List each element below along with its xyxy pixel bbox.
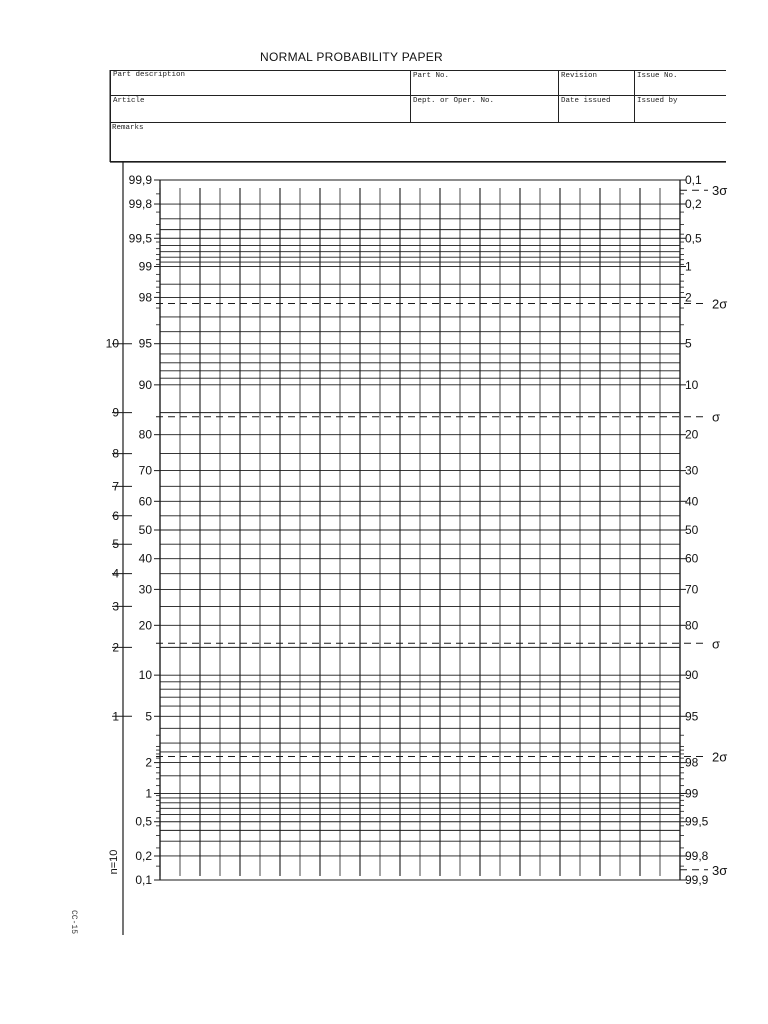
form-code: CC-15	[69, 910, 78, 935]
right-scale-label: 30	[685, 463, 699, 478]
left-scale-label: 1	[145, 786, 152, 801]
part-description-field[interactable]: Part description	[113, 71, 186, 79]
part-no-field[interactable]: Part No.	[413, 72, 450, 80]
n10-label: 2	[112, 640, 119, 655]
left-scale-label: 60	[138, 494, 152, 509]
left-scale-label: 2	[145, 755, 152, 770]
right-scale-label: 60	[685, 551, 699, 566]
right-scale-label: 20	[685, 427, 699, 442]
left-scale-label: 70	[138, 463, 152, 478]
right-scale-label: 10	[685, 377, 699, 392]
sigma-label: 3σ	[712, 183, 728, 199]
right-scale-label: 2	[685, 290, 692, 305]
right-scale-label: 0,1	[685, 173, 702, 187]
right-scale-label: 0,2	[685, 197, 702, 212]
sigma-label: σ	[712, 409, 721, 425]
left-scale-label: 0,1	[135, 873, 152, 887]
n10-label: 9	[112, 405, 119, 420]
n10-label: 10	[105, 336, 119, 351]
grid-lines	[110, 70, 726, 935]
sigma-label: 2σ	[712, 749, 728, 765]
left-scale-label: 99,8	[128, 197, 152, 212]
left-scale-label: 20	[138, 618, 152, 633]
n10-label: 4	[112, 566, 119, 581]
article-field[interactable]: Article	[113, 97, 145, 105]
right-scale-label: 90	[685, 668, 699, 683]
left-scale-label: 10	[138, 668, 152, 683]
left-scale-label: 99	[138, 259, 152, 274]
left-scale-label: 5	[145, 709, 152, 724]
n10-scale-title: n=10	[108, 849, 120, 875]
right-scale-label: 0,5	[685, 231, 702, 246]
right-scale-label: 70	[685, 582, 699, 597]
right-scale-label: 1	[685, 259, 692, 274]
issued-by-field[interactable]: Issued by	[637, 97, 678, 105]
sigma-label: σ	[712, 636, 721, 652]
sigma-label: 3σ	[712, 862, 728, 878]
n10-label: 7	[112, 479, 119, 494]
issue-no-field[interactable]: Issue No.	[637, 72, 678, 80]
left-scale-label: 40	[138, 551, 152, 566]
right-scale-label: 99,9	[685, 873, 709, 887]
right-scale-label: 40	[685, 494, 699, 509]
right-scale-label: 99,8	[685, 848, 709, 863]
left-scale-label: 90	[138, 377, 152, 392]
left-scale-label: 0,2	[135, 848, 152, 863]
remarks-field[interactable]: Remarks	[112, 124, 144, 132]
right-scale-label: 95	[685, 709, 699, 724]
n10-label: 5	[112, 537, 119, 552]
left-scale-label: 30	[138, 582, 152, 597]
right-scale-label: 99	[685, 786, 699, 801]
left-scale-label: 0,5	[135, 814, 152, 829]
n10-label: 8	[112, 446, 119, 461]
right-scale-label: 50	[685, 523, 699, 537]
right-scale-label: 99,5	[685, 814, 709, 829]
n10-label: 3	[112, 599, 119, 614]
page-title: NORMAL PROBABILITY PAPER	[260, 50, 444, 64]
left-scale-label: 95	[138, 336, 152, 351]
right-scale-label: 5	[685, 336, 692, 351]
left-scale-label: 99,9	[128, 173, 152, 187]
left-scale-label: 50	[138, 523, 152, 537]
sigma-label: 2σ	[712, 296, 728, 312]
n10-label: 6	[112, 508, 119, 523]
left-scale-label: 98	[138, 290, 152, 305]
dept-oper-no-field[interactable]: Dept. or Oper. No.	[413, 97, 495, 105]
right-scale-label: 80	[685, 618, 699, 633]
left-scale-label: 99,5	[128, 231, 152, 246]
left-scale-label: 80	[138, 427, 152, 442]
right-scale-label: 98	[685, 755, 699, 770]
revision-field[interactable]: Revision	[561, 72, 598, 80]
n10-label: 1	[112, 709, 119, 724]
date-issued-field[interactable]: Date issued	[561, 97, 611, 105]
